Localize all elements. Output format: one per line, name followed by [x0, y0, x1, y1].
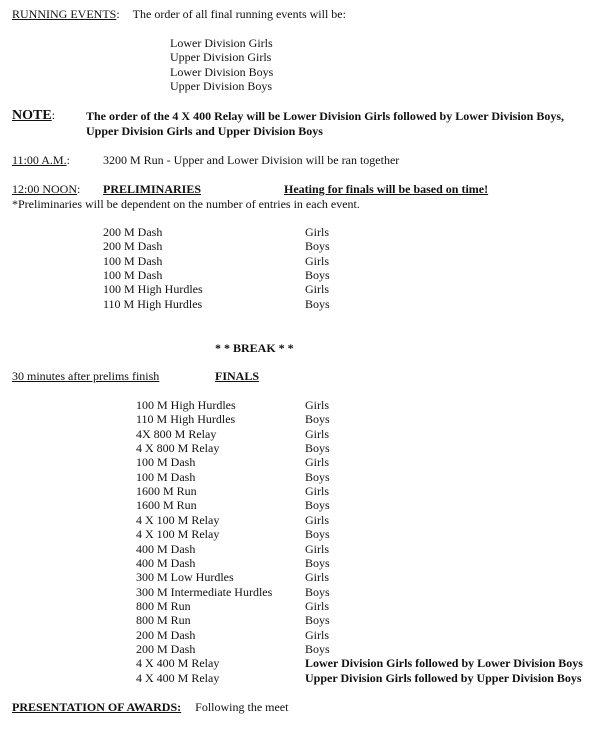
event-name: 4 X 100 M Relay	[136, 527, 220, 542]
event-group: Boys	[305, 469, 330, 484]
preliminaries-title: PRELIMINARIES	[103, 182, 202, 196]
eleven-line	[12, 153, 70, 167]
order-item: Lower Division Girls	[170, 36, 273, 50]
event-group: Boys	[305, 584, 330, 599]
event-group: Boys	[305, 441, 330, 456]
event-name: 1600 M Run	[136, 498, 197, 513]
noon-line	[12, 182, 80, 196]
finals-title: FINALS	[215, 369, 260, 383]
order-item: Lower Division Boys	[170, 65, 274, 79]
order-item: Upper Division Boys	[170, 79, 272, 93]
event-group: Boys	[305, 613, 330, 628]
event-name: 100 M High Hurdles	[136, 398, 236, 412]
event-name: 4 X 400 M Relay	[136, 656, 220, 671]
event-group: Girls	[305, 512, 329, 527]
event-name: 200 M Dash	[136, 627, 196, 642]
event-group: Girls	[305, 282, 329, 297]
event-name: 4X 800 M Relay	[136, 426, 217, 441]
event-group: Boys	[305, 268, 330, 283]
event-group: Girls	[305, 627, 329, 642]
event-group: Boys	[305, 527, 330, 542]
event-name: 300 M Intermediate Hurdles	[136, 584, 273, 599]
event-name: 200 M Dash	[103, 239, 163, 254]
event-group: Boys	[305, 555, 330, 570]
event-name: 1600 M Run	[136, 484, 197, 499]
event-group: Girls	[305, 426, 329, 441]
event-group: Girls	[305, 541, 329, 556]
awards-line	[12, 700, 288, 714]
note-label: NOTE	[12, 108, 52, 123]
note-line-2: Upper Division Girls and Upper Division Boys	[86, 124, 323, 138]
colon: :	[77, 182, 81, 196]
event-name: 400 M Dash	[136, 541, 196, 556]
running-events-line	[12, 7, 346, 21]
heating-note: Heating for finals will be based on time!	[284, 182, 489, 196]
event-name: 4 X 100 M Relay	[136, 512, 220, 527]
noon-time: 12:00 NOON	[12, 182, 77, 196]
awards-text: Following the meet	[195, 700, 289, 714]
event-name: 200 M Dash	[136, 641, 196, 656]
eleven-text: 3200 M Run - Upper and Lower Division will be ran together	[103, 153, 400, 167]
note-line-1: The order of the 4 X 400 Relay will be Lower Division Girls followed by Lower Division Boys,	[86, 109, 565, 123]
event-group: Girls	[305, 253, 329, 268]
awards-label: PRESENTATION OF AWARDS:	[12, 700, 182, 714]
event-name: 100 M Dash	[136, 469, 196, 484]
event-name: 110 M High Hurdles	[136, 412, 236, 427]
event-name: 800 M Run	[136, 598, 191, 613]
break-label: * * BREAK * *	[215, 341, 294, 355]
event-group: Upper Division Girls followed by Upper Division Boys	[305, 670, 582, 685]
event-name: 100 M Dash	[136, 455, 196, 470]
event-group: Boys	[305, 296, 330, 311]
running-events-label: RUNNING EVENTS	[12, 7, 117, 21]
event-name: 400 M Dash	[136, 555, 196, 570]
preliminaries-footnote: *Preliminaries will be dependent on the number of entries in each event.	[12, 197, 360, 211]
finals-time: 30 minutes after prelims finish	[12, 369, 160, 383]
running-events-text: The order of all final running events will be:	[132, 7, 346, 21]
event-group: Boys	[305, 641, 330, 656]
event-group: Boys	[305, 239, 330, 254]
note-label-line	[12, 108, 55, 123]
event-group: Lower Division Girls followed by Lower Division Boys	[305, 656, 583, 671]
eleven-time: 11:00 A.M.	[12, 153, 67, 167]
event-name: 4 X 800 M Relay	[136, 441, 220, 456]
event-group: Girls	[305, 598, 329, 613]
event-name: 300 M Low Hurdles	[136, 570, 234, 585]
order-item: Upper Division Girls	[170, 50, 272, 64]
event-name: 110 M High Hurdles	[103, 296, 203, 311]
colon: :	[116, 7, 120, 21]
colon: :	[66, 153, 70, 167]
event-name: 4 X 400 M Relay	[136, 670, 220, 685]
event-name: 200 M Dash	[103, 225, 163, 239]
event-group: Boys	[305, 412, 330, 427]
event-name: 800 M Run	[136, 613, 191, 628]
colon: :	[51, 108, 56, 122]
event-group: Girls	[305, 398, 329, 412]
event-name: 100 M High Hurdles	[103, 282, 203, 297]
event-group: Girls	[305, 484, 329, 499]
event-group: Boys	[305, 498, 330, 513]
event-group: Girls	[305, 225, 329, 239]
event-name: 100 M Dash	[103, 253, 163, 268]
event-group: Girls	[305, 455, 329, 470]
event-name: 100 M Dash	[103, 268, 163, 283]
event-group: Girls	[305, 570, 329, 585]
